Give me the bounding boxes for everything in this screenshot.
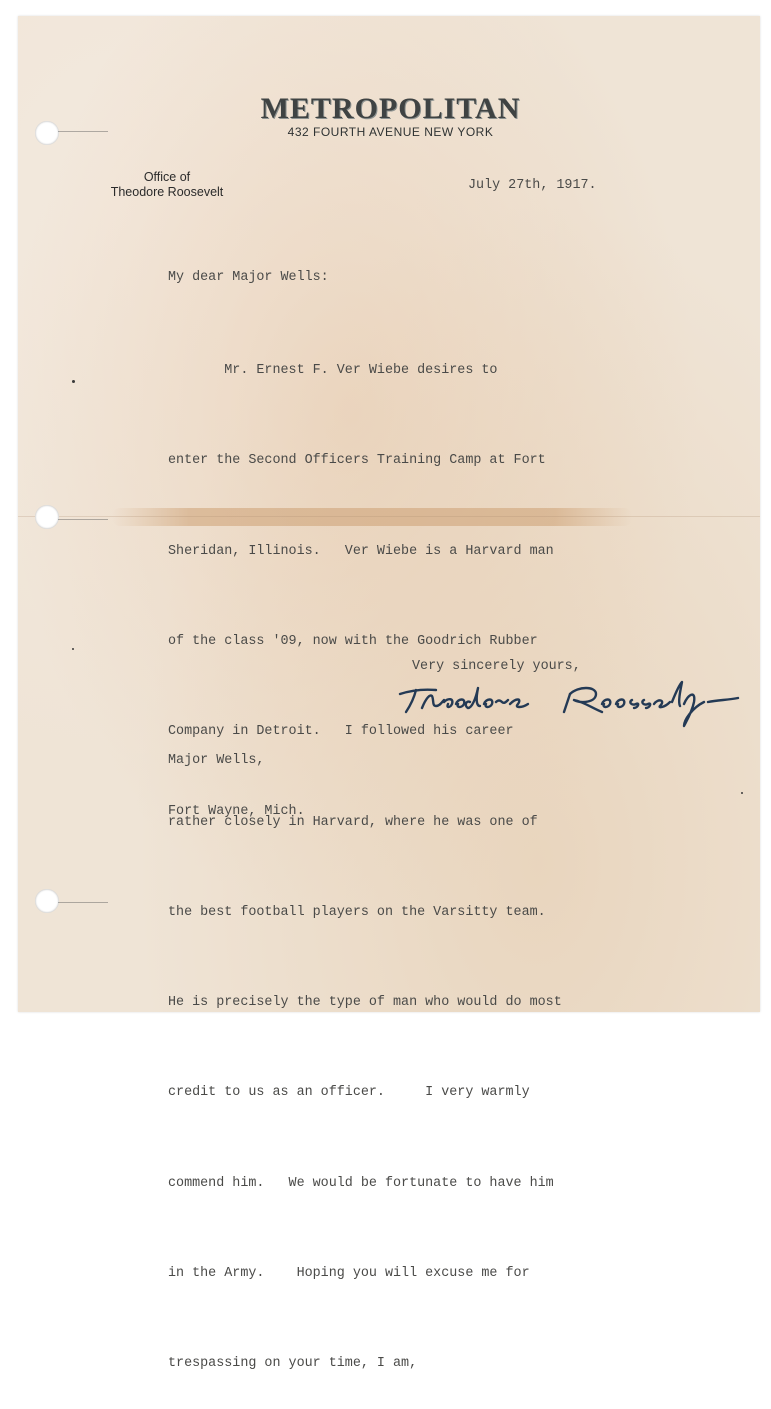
punch-hole-mark	[58, 519, 108, 520]
ink-spot	[72, 380, 75, 383]
salutation: My dear Major Wells:	[168, 270, 329, 285]
body-line: Mr. Ernest F. Ver Wiebe desires to	[168, 363, 498, 379]
body-line: commend him. We would be fortunate to have him	[168, 1175, 554, 1191]
letter-body	[168, 296, 562, 1409]
closing: Very sincerely yours,	[412, 659, 581, 674]
office-line-1: Office of	[143, 170, 191, 184]
body-line: enter the Second Officers Training Camp at Fort	[168, 453, 546, 469]
body-line: credit to us as an officer. I very warmly	[168, 1085, 530, 1101]
punch-hole-mark	[58, 902, 108, 903]
body-line: He is precisely the type of man who would do most	[168, 995, 562, 1011]
punch-hole-bottom	[35, 889, 59, 913]
punch-hole-middle	[35, 505, 59, 529]
body-line: of the class '09, now with the Goodrich Rubber	[168, 634, 538, 650]
letterhead-title: METROPOLITAN	[260, 92, 521, 125]
body-line: Company in Detroit. I followed his career	[168, 724, 514, 740]
letter-date: July 27th, 1917.	[468, 178, 597, 193]
body-line: Sheridan, Illinois. Ver Wiebe is a Harvard man	[168, 543, 554, 559]
office-line-2: Theodore Roosevelt	[110, 185, 224, 199]
body-line: the best football players on the Varsitty team.	[168, 904, 546, 920]
addressee-block	[168, 718, 305, 837]
addressee-location: Fort Wayne, Mich.	[168, 804, 305, 819]
body-line: trespassing on your time, I am,	[168, 1356, 418, 1372]
handwritten-signature	[392, 672, 752, 742]
ink-spot	[72, 648, 74, 650]
body-line: in the Army. Hoping you will excuse me for	[168, 1266, 530, 1281]
ink-spot	[741, 792, 743, 794]
body-line: rather closely in Harvard, where he was one of	[168, 814, 538, 830]
letterhead-address: 432 FOURTH AVENUE NEW YORK	[287, 125, 494, 139]
addressee-name: Major Wells,	[168, 753, 265, 768]
office-block	[92, 170, 242, 200]
